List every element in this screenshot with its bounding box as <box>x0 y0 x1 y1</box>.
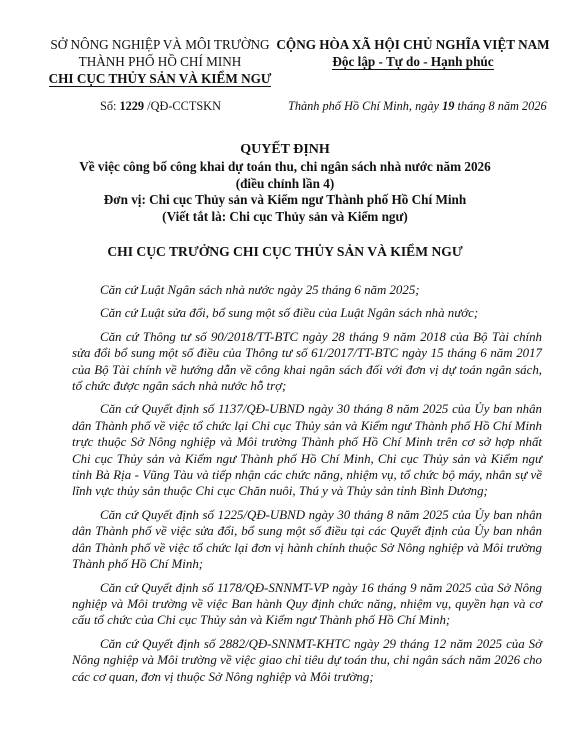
document-header <box>0 36 565 96</box>
decision-subject-line1: Về việc công bố công khai dự toán thu, chi ngân sách nhà nước năm 2026 <box>79 159 491 174</box>
legal-basis-item: Căn cứ Luật sửa đổi, bổ sung một số điều của Luật Ngân sách nhà nước; <box>100 306 479 321</box>
doc-number-suffix: /QĐ-CCTSKN <box>147 99 221 113</box>
date-rest: tháng 8 năm 2026 <box>457 99 547 113</box>
country-name: CỘNG HÒA XÃ HỘI CHỦ NGHĨA VIỆT NAM <box>276 37 550 52</box>
legal-basis-item: Căn cứ Quyết định số 1178/QĐ-SNNMT-VP ngày 16 tháng 9 năm 2025 của Sở Nông nghiệp và Môi trường về việc Ban hành Quy định chức năng, nhiệm vụ, quyền hạn và cơ cấu tổ chức của Chi cục Thủy sản và Kiểm ngư Thành phố Hồ Chí Minh; <box>72 580 542 628</box>
decision-type: QUYẾT ĐỊNH <box>240 142 330 157</box>
doc-number-value: 1229 <box>119 99 145 113</box>
doc-number-prefix: Số: <box>100 99 117 113</box>
motto: Độc lập - Tự do - Hạnh phúc <box>332 54 494 69</box>
agency-parent-line1: SỞ NÔNG NGHIỆP VÀ MÔI TRƯỜNG <box>50 37 270 52</box>
agency-parent-line2: THÀNH PHỐ HỒ CHÍ MINH <box>78 54 242 69</box>
legal-basis-item: Căn cứ Quyết định số 1137/QĐ-UBND ngày 30 tháng 8 năm 2025 của Ủy ban nhân dân Thành phố về việc tổ chức lại Chi cục Thủy sản và Kiểm ngư Thành phố Hồ Chí Minh trực thuộc Sở Nông nghiệp và Môi trường Thành phố Hồ Chí Minh trên cơ sở hợp nhất Chi cục Thủy sản và Kiểm ngư Thành phố Hồ Chí Minh, Chi cục Thủy sản và Kiểm ngư tỉnh Bà Rịa - Vũng Tàu và tiếp nhận các chức năng, nhiệm vụ, tổ chức bộ máy, nhân sự về lĩnh vực thủy sản thuộc Chi cục Chăn nuôi, Thú y và Thủy sản tỉnh Bình Dương; <box>72 402 542 499</box>
legal-basis-item: Căn cứ Quyết định số 2882/QĐ-SNNMT-KHTC ngày 29 tháng 12 năm 2025 của Sở Nông nghiệp và Môi trường về việc giao chỉ tiêu dự toán thu, chi ngân sách năm 2026 cho các cơ quan, đơn vị thuộc Sở Nông nghiệp và Môi trường; <box>72 636 542 684</box>
issuing-agency-block <box>44 36 276 87</box>
date-day: 19 <box>442 99 455 113</box>
agency-name: CHI CỤC THỦY SẢN VÀ KIỂM NGƯ <box>48 71 272 86</box>
decision-unit-line: Đơn vị: Chi cục Thủy sản và Kiểm ngư Thành phố Hồ Chí Minh <box>103 192 467 207</box>
issuer-heading: CHI CỤC TRƯỞNG CHI CỤC THỦY SẢN VÀ KIỂM NGƯ <box>107 244 463 259</box>
document-date <box>288 99 547 114</box>
legal-basis-list <box>72 282 542 692</box>
national-motto-block <box>276 36 550 70</box>
legal-basis-item: Căn cứ Quyết định số 1225/QĐ-UBND ngày 30 tháng 8 năm 2025 của Ủy ban nhân dân Thành phố về việc sửa đổi, bổ sung một số điều tại các Quyết định của Ủy ban nhân dân Thành phố về việc tổ chức lại đơn vị hành chính thuộc Sở Nông nghiệp và Môi trường Thành phố Hồ Chí Minh; <box>72 507 542 572</box>
date-prefix: Thành phố Hồ Chí Minh, ngày <box>288 99 439 113</box>
legal-basis-item: Căn cứ Luật Ngân sách nhà nước ngày 25 tháng 6 năm 2025; <box>100 283 420 297</box>
legal-basis-item: Căn cứ Thông tư số 90/2018/TT-BTC ngày 28 tháng 9 năm 2018 của Bộ Tài chính sửa đổi bổ sung một số điều của Thông tư số 61/2017/TT-BTC ngày 15 tháng 6 năm 2017 của Bộ Tài chính về hướng dẫn về công khai ngân sách đối với đơn vị dự toán ngân sách, tổ chức được ngân sách nhà nước hỗ trợ; <box>72 329 542 394</box>
decision-subject-line2: (điều chỉnh lần 4) <box>235 175 335 191</box>
decision-abbrev-line: (Viết tắt là: Chi cục Thủy sản và Kiểm ngư) <box>162 208 408 224</box>
decision-title-block <box>40 141 530 225</box>
document-number <box>100 99 221 114</box>
